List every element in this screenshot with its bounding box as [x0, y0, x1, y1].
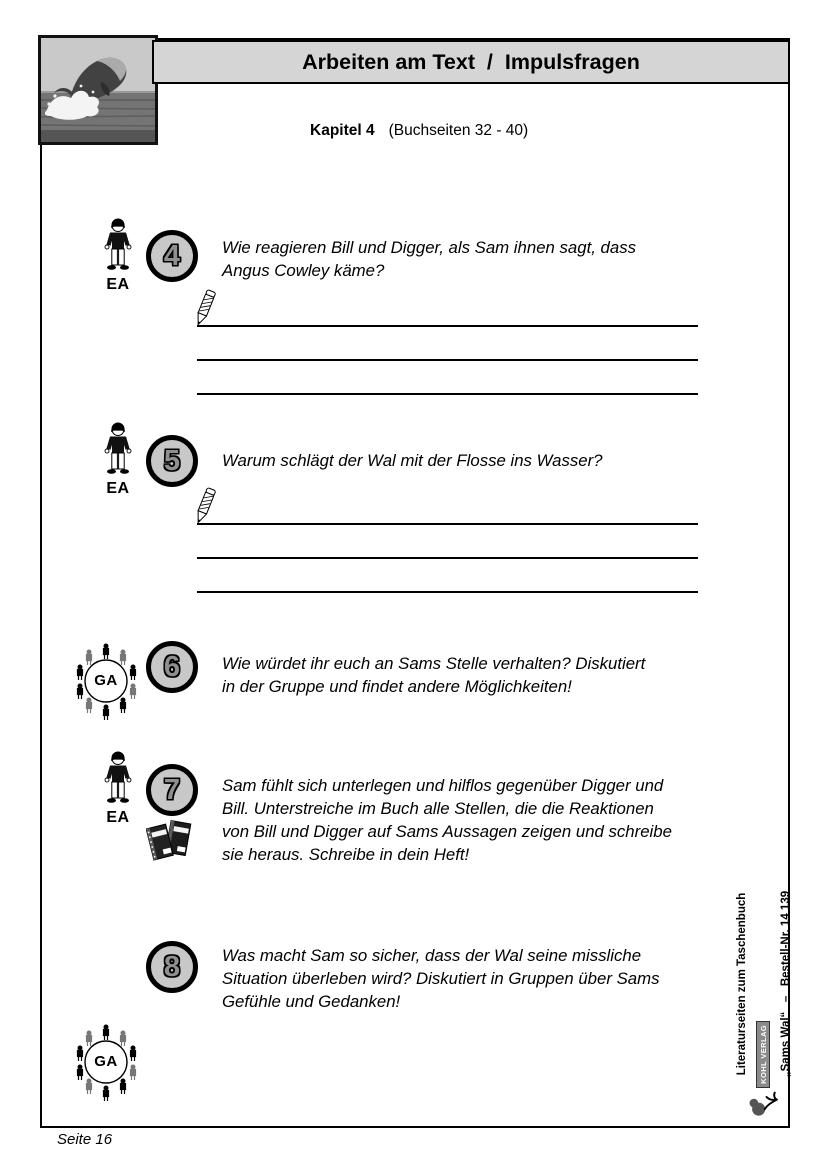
work-mode-icon-q4	[96, 217, 140, 294]
question-number: 7	[163, 773, 181, 806]
question-text-line: Angus Cowley käme?	[222, 261, 385, 280]
chapter-label: Kapitel 4	[310, 122, 375, 139]
question-number-badge	[146, 641, 198, 693]
tree-icon	[746, 1091, 780, 1117]
work-mode-icon-q6	[76, 641, 140, 721]
question-text-line: sie heraus. Schreibe in dein Heft!	[222, 845, 470, 864]
answer-line	[197, 523, 698, 525]
question-text-line: in der Gruppe und findet andere Möglichkeiten!	[222, 677, 572, 696]
question-text-line: Gefühle und Gedanken!	[222, 992, 401, 1011]
answer-line	[197, 393, 698, 395]
chapter-line	[310, 122, 528, 140]
publisher-name: KOHL VERLAG	[756, 1021, 770, 1088]
question-text-line: Situation überleben wird? Diskutiert in Gruppen über Sams	[222, 969, 660, 988]
page-number: Seite 16	[57, 1131, 113, 1148]
work-mode-label: EA	[106, 480, 130, 497]
single-person-icon	[100, 217, 136, 275]
question-text-line: Warum schlägt der Wal mit der Flosse ins Wasser?	[222, 451, 603, 470]
work-mode-label: GA	[94, 672, 118, 690]
question-text-q6	[222, 652, 645, 698]
question-text-line: Sam fühlt sich unterlegen und hilflos gegenüber Digger und	[222, 776, 664, 795]
question-number: 6	[163, 650, 181, 683]
question-text-q4	[222, 236, 636, 282]
work-mode-icon-q7	[96, 750, 140, 827]
question-text-q7	[222, 774, 672, 866]
question-text-q5	[222, 449, 603, 472]
question-number-badge	[146, 230, 198, 282]
work-mode-icon-q5	[96, 421, 140, 498]
work-mode-label: GA	[94, 1053, 118, 1071]
notebooks-icon	[146, 817, 192, 868]
work-mode-label: EA	[106, 276, 130, 293]
single-person-icon	[100, 750, 136, 808]
chapter-pages: (Buchseiten 32 - 40)	[388, 122, 529, 139]
single-person-icon	[100, 421, 136, 479]
question-number-badge	[146, 435, 198, 487]
work-mode-label: EA	[106, 809, 130, 826]
question-number: 5	[163, 444, 181, 477]
work-mode-icon-q8	[76, 1022, 140, 1102]
question-text-line: Was macht Sam so sicher, dass der Wal seine missliche	[222, 946, 642, 965]
answer-line	[197, 359, 698, 361]
answer-line	[197, 325, 698, 327]
question-number: 4	[163, 239, 181, 272]
answer-line	[197, 557, 698, 559]
question-text-line: Bill. Unterstreiche im Buch alle Stellen, die die Reaktionen	[222, 799, 654, 818]
imprint-series: Literaturseiten zum Taschenbuch	[736, 892, 748, 1076]
question-text-q8	[222, 944, 659, 1013]
whale-photo	[38, 35, 158, 145]
question-text-line: von Bill und Digger auf Sams Aussagen zeigen und schreibe	[222, 822, 672, 841]
question-number-badge	[146, 764, 198, 816]
pencil-icon	[191, 487, 219, 534]
page-title: Arbeiten am Text / Impulsfragen	[152, 40, 790, 84]
question-text-line: Wie reagieren Bill und Digger, als Sam ihnen sagt, dass	[222, 238, 637, 257]
breaching-whale-image	[41, 38, 155, 142]
pencil-icon	[191, 289, 219, 336]
question-number: 8	[163, 950, 181, 983]
question-text-line: Wie würdet ihr euch an Sams Stelle verhalten? Diskutiert	[222, 654, 646, 673]
answer-line	[197, 591, 698, 593]
imprint-order-number: „Sams Wal“ – Bestell-Nr. 14 139	[779, 890, 792, 1078]
question-number-badge	[146, 941, 198, 993]
